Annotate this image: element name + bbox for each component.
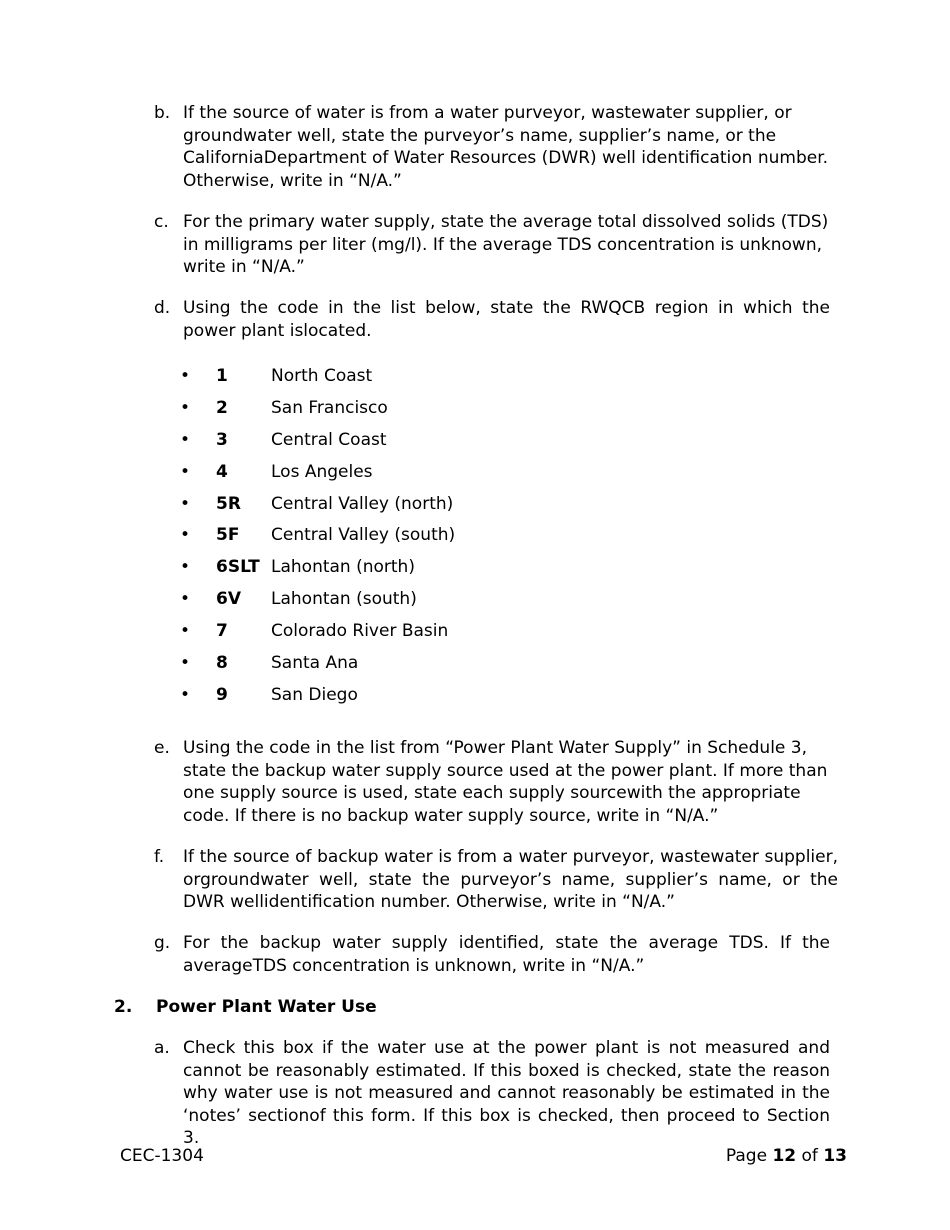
section-title: Power Plant Water Use <box>156 997 377 1017</box>
bullet: • <box>180 684 191 705</box>
region-name: Central Valley (north) <box>271 493 454 514</box>
form-id: CEC-1304 <box>120 1146 204 1166</box>
region-name: Central Coast <box>271 429 387 450</box>
region-code: 7 <box>216 621 228 642</box>
item-2a-letter: a. <box>154 1038 170 1058</box>
region-code: 9 <box>216 684 228 705</box>
region-name: Lahontan (north) <box>271 557 415 578</box>
item-b <box>154 102 830 192</box>
region-code: 3 <box>216 429 228 450</box>
item-2a-text: Check this box if the water use at the power plant is not measured and cannot be reasonably estimated. If this boxed is checked, state the reason why water use is not measured and cannot reasonably be estimated in the ‘notes’ sectionof this form. If this box is checked, then proceed to Section 3. <box>183 1038 830 1148</box>
of-label: of <box>801 1146 818 1166</box>
region-name: San Diego <box>271 684 358 705</box>
bullet: • <box>180 653 191 674</box>
bullet: • <box>180 557 191 578</box>
region-name: Central Valley (south) <box>271 525 456 546</box>
region-code: 6V <box>216 589 241 610</box>
region-code: 1 <box>216 366 228 386</box>
page-current: 12 <box>772 1146 797 1166</box>
item-f-text: If the source of backup water is from a water purveyor, wastewater supplier, orgroundwater well, state the purveyor’s name, supplier’s name, or the DWR wellidentification number. Otherwise, write in “N/A.” <box>183 847 838 912</box>
region-code: 6SLT <box>216 557 260 578</box>
region-name: Santa Ana <box>271 653 359 674</box>
region-code: 5F <box>216 525 240 546</box>
item-d <box>154 297 830 342</box>
page-total: 13 <box>823 1146 847 1166</box>
item-2a <box>154 1037 830 1150</box>
item-g-letter: g. <box>154 933 171 953</box>
region-name: North Coast <box>271 366 373 386</box>
bullet: • <box>180 429 191 450</box>
item-g <box>154 932 830 977</box>
item-c-letter: c. <box>154 212 169 232</box>
page-number <box>726 1146 847 1166</box>
bullet: • <box>180 461 191 482</box>
item-f-letter: f. <box>154 847 165 867</box>
region-name: Los Angeles <box>271 461 373 482</box>
section-number: 2. <box>114 997 133 1017</box>
bullet: • <box>180 621 191 642</box>
item-e-text: Using the code in the list from “Power Plant Water Supply” in Schedule 3, state the backup water supply source used at the power plant. If more than one supply source is used, state each supply sourcewith the appropriate code. If there is no backup water supply source, write in “N/A.” <box>183 738 828 826</box>
bullet: • <box>180 525 191 546</box>
item-b-text: If the source of water is from a water purveyor, wastewater supplier, or groundwater well, state the purveyor’s name, supplier’s name, or the CaliforniaDepartment of Water Resources (DWR) well identification number. Otherwise, write in “N/A.” <box>183 103 829 191</box>
bullet: • <box>180 397 191 418</box>
region-code: 5R <box>216 493 241 514</box>
region-name: Lahontan (south) <box>271 589 417 610</box>
bullet: • <box>180 366 191 386</box>
region-code: 8 <box>216 653 228 674</box>
region-name: Colorado River Basin <box>271 621 449 642</box>
item-e <box>154 737 830 827</box>
item-b-letter: b. <box>154 103 171 123</box>
region-code: 4 <box>216 461 228 482</box>
bullet: • <box>180 493 191 514</box>
item-c-text: For the primary water supply, state the average total dissolved solids (TDS) in milligrams per liter (mg/l). If the average TDS concentration is unknown, write in “N/A.” <box>183 212 829 277</box>
item-d-letter: d. <box>154 298 171 318</box>
region-name: San Francisco <box>271 397 388 418</box>
item-e-letter: e. <box>154 738 170 758</box>
item-f <box>154 846 838 914</box>
bullet: • <box>180 589 191 610</box>
page-label: Page <box>725 1146 768 1166</box>
region-code: 2 <box>216 397 228 418</box>
item-d-text: Using the code in the list below, state the RWQCB region in which the power plant islocated. <box>183 298 830 341</box>
item-g-text: For the backup water supply identified, state the average TDS. If the averageTDS concentration is unknown, write in “N/A.” <box>183 933 830 976</box>
item-c <box>154 211 830 279</box>
